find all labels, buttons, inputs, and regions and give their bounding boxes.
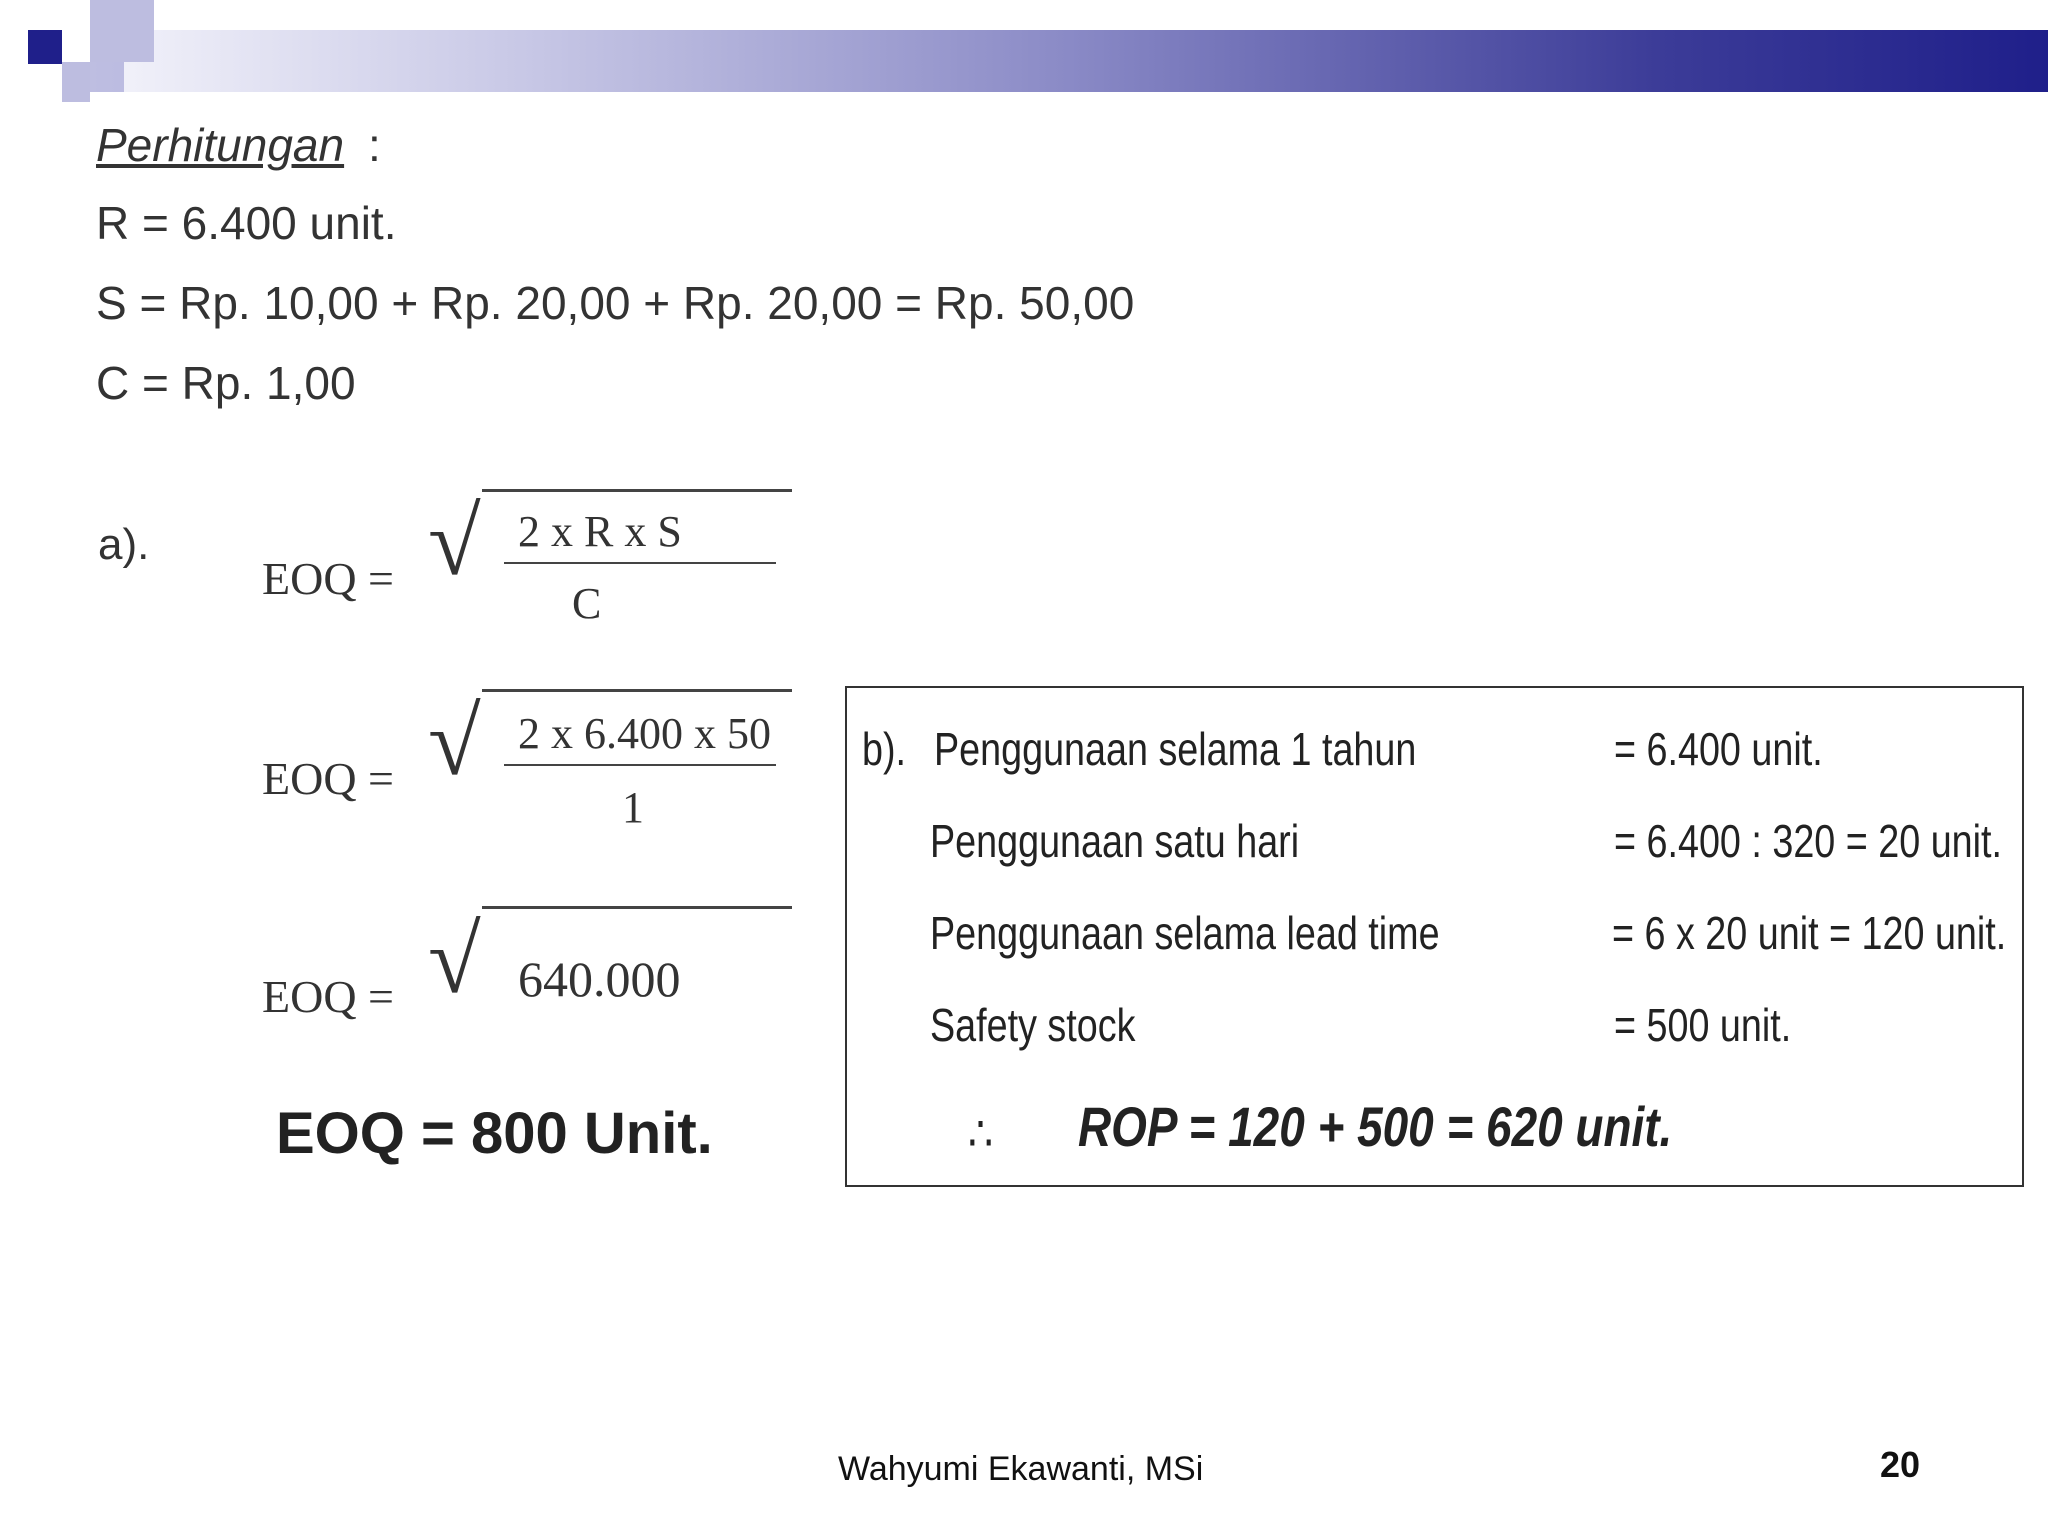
eoq-formula-label: EOQ = bbox=[262, 753, 394, 804]
therefore-symbol: ∴ bbox=[968, 1108, 994, 1161]
fraction-bar bbox=[504, 764, 776, 766]
usage-row-label: Safety stock bbox=[930, 999, 1136, 1051]
header-square-light-small bbox=[62, 62, 90, 102]
square-root-symbol: √ bbox=[428, 906, 481, 1013]
part-a-label: a). bbox=[98, 520, 150, 569]
eoq-result: EOQ = 800 Unit. bbox=[276, 1101, 713, 1166]
formula-denominator: C bbox=[572, 579, 602, 628]
square-root-symbol: √ bbox=[428, 688, 481, 795]
usage-row-label: Penggunaan selama lead time bbox=[930, 907, 1440, 959]
eoq-formula-label: EOQ = bbox=[262, 971, 394, 1022]
header-square-dark bbox=[28, 30, 62, 64]
formula-radicand: 640.000 bbox=[518, 951, 681, 1007]
header-square-light bbox=[90, 0, 154, 62]
formula-denominator: 1 bbox=[622, 783, 644, 832]
usage-row-label: Penggunaan selama 1 tahun bbox=[934, 723, 1417, 775]
root-vinculum bbox=[482, 689, 792, 692]
rop-result: ROP = 120 + 500 = 620 unit. bbox=[1078, 1095, 1673, 1158]
eoq-formula-label: EOQ = bbox=[262, 553, 394, 604]
header-gradient-bar bbox=[90, 30, 2048, 92]
usage-row-value: = 500 unit. bbox=[1614, 999, 1792, 1051]
footer-author: Wahyumi Ekawanti, MSi bbox=[838, 1450, 1204, 1488]
calculation-heading: Perhitungan bbox=[96, 119, 345, 171]
formula-numerator: 2 x 6.400 x 50 bbox=[518, 709, 771, 758]
usage-row-label: Penggunaan satu hari bbox=[930, 815, 1300, 867]
given-s: S = Rp. 10,00 + Rp. 20,00 + Rp. 20,00 = Rp. 50,00 bbox=[96, 277, 1135, 329]
given-r: R = 6.400 unit. bbox=[96, 197, 397, 249]
square-root-symbol: √ bbox=[428, 488, 481, 595]
calculation-heading-colon: : bbox=[368, 119, 381, 171]
usage-row-value: = 6.400 : 320 = 20 unit. bbox=[1614, 815, 2003, 867]
given-c: C = Rp. 1,00 bbox=[96, 357, 356, 409]
root-vinculum bbox=[482, 489, 792, 492]
usage-row-value: = 6.400 unit. bbox=[1614, 723, 1823, 775]
fraction-bar bbox=[504, 562, 776, 564]
root-vinculum bbox=[482, 906, 792, 909]
part-b-label: b). bbox=[862, 723, 907, 775]
page-number: 20 bbox=[1880, 1444, 1921, 1485]
usage-row-value: = 6 x 20 unit = 120 unit. bbox=[1612, 907, 2007, 959]
formula-numerator: 2 x R x S bbox=[518, 507, 682, 556]
